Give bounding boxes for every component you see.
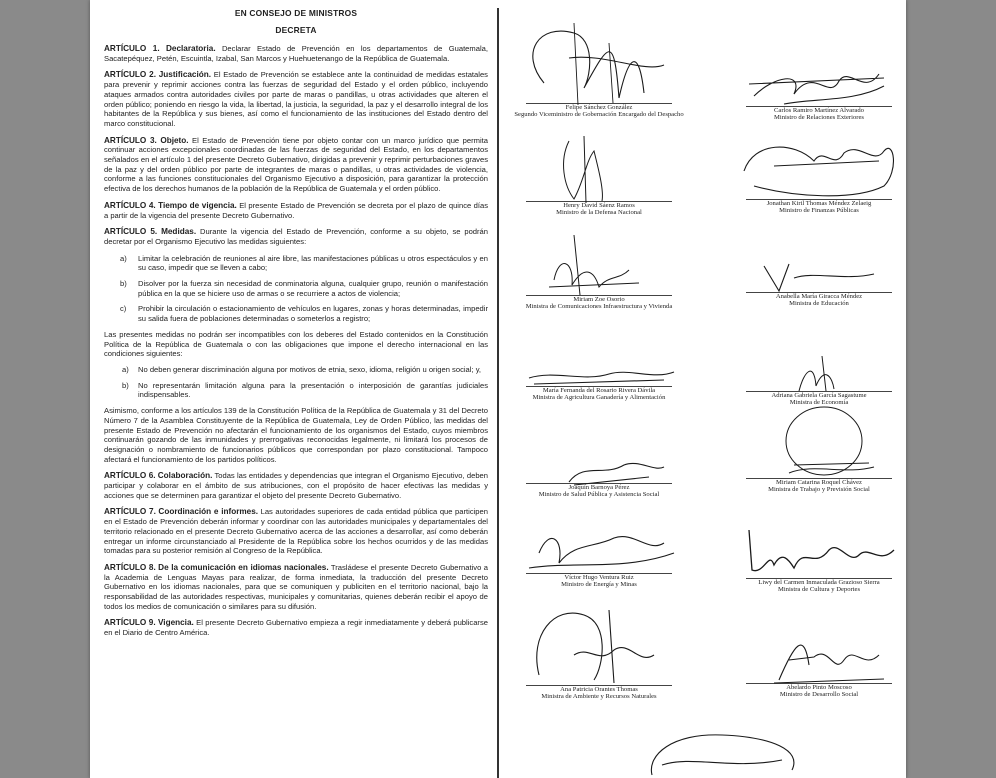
decree-text-column [104, 8, 488, 778]
list-item: a) Limitar la celebración de reuniones al aire libre, las manifestaciones públicas u otros espectáculos y en su caso, impedir que se lleven a cabo; [120, 253, 488, 273]
signature-scribble [514, 457, 684, 487]
signature-block: Carlos Ramiro Martínez Alvarado Ministro de Relaciones Exteriores [734, 106, 904, 122]
signature-block: Joaquín Barnoya Pérez Ministro de Salud Pública y Asistencia Social [514, 483, 684, 499]
signature-scribble [514, 595, 684, 690]
signature-scribble [734, 625, 904, 687]
signature-scribble [514, 225, 684, 300]
signature-block: Jonathan Kiril Thomas Méndez Zelaeig Ministro de Finanzas Públicas [734, 199, 904, 215]
signatures-column [502, 0, 906, 778]
signature-block: Miriam Zoe Osorio Ministra de Comunicaciones Infraestructura y Vivienda [514, 295, 684, 311]
signature-block: Adriana Gabriela García Sagastume Ministra de Economía [734, 391, 904, 407]
list-item: b) No representarán limitación alguna para la presentación o interposición de garantías judiciales indispensables. [122, 380, 488, 400]
article-1: ARTÍCULO 1. Declaratoria. Declarar Estado de Prevención en los departamentos de Guatemala, Sacatepéquez, Petén, Escuintla, Izabal, San Marcos y Huehuetenango de la República de Guatemala. [104, 44, 488, 63]
signature-block: Víctor Hugo Ventura Ruiz Ministro de Energía y Minas [514, 573, 684, 589]
article-6: ARTÍCULO 6. Colaboración. Todas las entidades y dependencias que integran el Organismo Ejecutivo, deben participar y colaborar en el ámbito de sus atribuciones, con el propósito de hacer efectivas las medidas y acciones que se determinen para garantizar el objeto del presente Decreto Gubernativo. [104, 471, 488, 500]
column-divider [497, 8, 499, 778]
article-5: ARTÍCULO 5. Medidas. Durante la vigencia del Estado de Prevención, conforme a su objeto, se podrán decretar por el Organismo Ejecutivo las medidas siguientes: [104, 227, 488, 246]
signature-scribble [734, 131, 904, 203]
signature-block: Ana Patricia Orantes Thomas Ministra de Ambiente y Recursos Naturales [514, 685, 684, 701]
article-3: ARTÍCULO 3. Objeto. El Estado de Prevención tiene por objeto contar con un marco jurídico que permita continuar acciones excepcionales coordinadas de las fuerzas de seguridad del Estado, en los departamentos señalados en el artículo 1 del presente Decreto Gubernativo, dirigidas a prevenir y reprimir perturbaciones graves de la paz y del orden público por parte de integrantes de maras o pandillas, u otras actividades de violencia, conforme a las funciones constitucionales del Organismo Ejecutivo a disposición, para garantizar la protección efectiva de los derechos humanos de la población de la República de Guatemala y el orden público. [104, 135, 488, 194]
list-item: b) Disolver por la fuerza sin necesidad de conminatoria alguna, cualquier grupo, reunión o manifestación pública en la que se hiciere uso de armas o se recurriere a actos de violencia; [120, 279, 488, 298]
conditions-list [104, 365, 488, 400]
article-4: ARTÍCULO 4. Tiempo de vigencia. El presente Estado de Prevención se decreta por el plazo de quince días a partir de la vigencia del presente Decreto Gubernativo. [104, 200, 488, 220]
signature-block: María Fernanda del Rosario Rivera Dávila Ministra de Agricultura Ganadería y Alimentación [514, 386, 684, 402]
article-2: ARTÍCULO 2. Justificación. El Estado de Prevención se establece ante la continuidad de medidas estatales para prevenir y reprimir acciones contra las fuerzas de seguridad del Estado y el orden público, incluyendo ataques armados contra autoridades civiles por parte de maras o pandillas, u otras actividades que alteren el orden público; poniendo en riesgo la vida, la libertad, la justicia, la seguridad, la paz y el desarrollo integral de los habitantes de la República y sus bienes, así como el funcionamiento de las instituciones del Estado dentro del marco constitucional. [104, 70, 488, 128]
list-item: c) Prohibir la circulación o estacionamiento de vehículos en lugares, zonas y horas determinadas, impedir su salida fuera de poblaciones determinadas o someterlos a registro; [120, 304, 488, 324]
list-item: a) No deben generar discriminación alguna por motivos de etnia, sexo, idioma, religión u origen social; y, [122, 364, 482, 374]
asimismo-paragraph: Asimismo, conforme a los artículos 139 de la Constitución Política de la República de Guatemala y 31 del Decreto Número 7 de la Asamblea Constituyente de la República de Guatemala, Ley de Orden Público, las medidas del presente Estado de Prevención no afectarán el funcionamiento de los organismos del Estado, cuyos miembros continuarán gozando de las inmunidades y prerrogativas reconocidas legalmente, ni limitará los procesos de designación o nombramiento de funcionarios públicos que correspondan por plazo constitucional. Tampoco afectará el funcionamiento de los partidos políticos. [104, 406, 488, 464]
signature-scribble [514, 131, 684, 206]
signature-block: Abelardo Pinto Moscoso Ministro de Desarrollo Social [734, 683, 904, 699]
signature-scribble [514, 523, 684, 578]
article-7: ARTÍCULO 7. Coordinación e informes. Las autoridades superiores de cada entidad pública que participen en el Estado de Prevención deberán informar y coordinar con las autoridades municipales y departamentales del territorio relacionado en el presente Decreto Gubernativo acerca de las acciones a desarrollar, así como deberán entregar un informe circunstanciado al Presidente de la República sobre los hechos ocurridos y de las medidas tomadas para su posterior remisión al Congreso de la República. [104, 507, 488, 556]
signature-scribble [734, 403, 904, 483]
council-heading: EN CONSEJO DE MINISTROS [234, 8, 358, 18]
document-page [90, 0, 906, 778]
article-9: ARTÍCULO 9. Vigencia. El presente Decreto Gubernativo empieza a regir inmediatamente y deberá publicarse en el Diario de Centro América. [104, 618, 488, 638]
signature-scribble [514, 13, 684, 113]
signature-block: Miriam Catarina Roquel Chávez Ministra de Trabajo y Previsión Social [734, 478, 904, 494]
article-8: ARTÍCULO 8. De la comunicación en idiomas nacionales. Trasládese el presente Decreto Gubernativo a la Academia de Lenguas Mayas para realizar, de forma inmediata, la traducción del presente Decreto Gubernativo en los idiomas nacionales, para que se comuniquen y publiciten en el territorio nacional, bajo la responsabilidad de las autoridades respectivas, municipales y comunitarias, quienes deberán recibir el apoyo de todos los medios de comunicación o similares para su difusión. [104, 562, 488, 611]
signature-scribble-partial [632, 725, 812, 778]
signature-scribble [734, 256, 904, 296]
signature-block: Anabella María Giracca Méndez Ministra de Educación [734, 292, 904, 308]
signature-block: Henry David Sáenz Ramos Ministro de la Defensa Nacional [514, 201, 684, 217]
measures-note: Las presentes medidas no podrán ser incompatibles con los deberes del Estado contenidos en la Constitución Política de la República de Guatemala o con las obligaciones que impone el derecho internacional en las condiciones siguientes: [104, 329, 488, 359]
decree-heading: DECRETA [275, 25, 317, 35]
signature-scribble [734, 351, 904, 395]
measures-list [104, 254, 488, 324]
signature-scribble [734, 520, 904, 580]
signature-block: Felipe Sánchez González Segundo Viceministro de Gobernación Encargado del Despacho [514, 103, 684, 119]
signature-block: Liwy del Carmen Inmaculada Grazioso Sierra Ministra de Cultura y Deportes [734, 578, 904, 594]
